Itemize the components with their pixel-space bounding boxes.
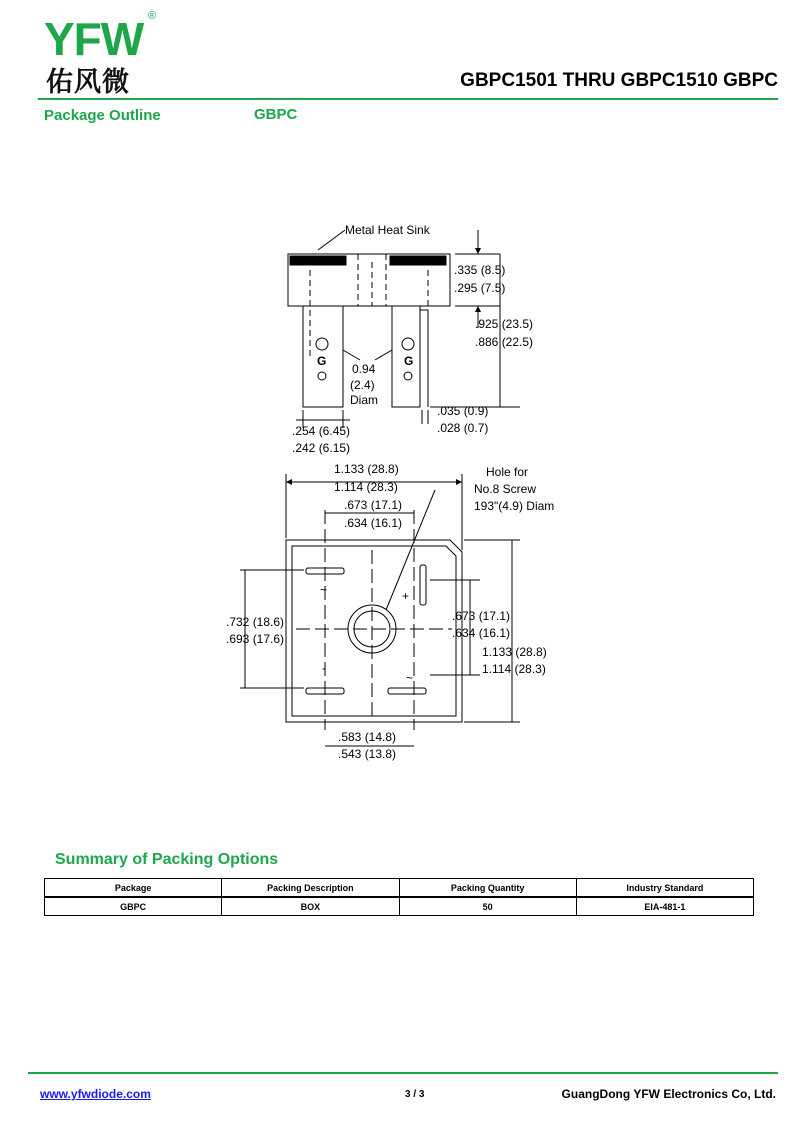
hole-dia-inch: 0.94 (352, 362, 376, 376)
gate-label-left: G (317, 354, 327, 368)
lead-width-max: .254 (6.45) (292, 424, 351, 438)
company-name: GuangDong YFW Electronics Co, Ltd. (561, 1087, 776, 1101)
heat-sink-right (390, 256, 446, 265)
packing-table (44, 878, 754, 916)
cell-industry-standard: EIA-481-1 (576, 897, 753, 916)
website-link[interactable]: www.yfwdiode.com (40, 1087, 151, 1101)
hole-dia-label: Diam (350, 393, 379, 407)
lead-hole-right (402, 338, 414, 350)
lead-width-min: .242 (6.15) (292, 441, 351, 455)
registered-mark: ® (148, 10, 157, 22)
heat-sink-left (290, 256, 346, 265)
page-number: 3 / 3 (405, 1089, 425, 1100)
screw-hole-note-3: 193"(4.9) Diam (474, 499, 555, 513)
right-inner-max: .673 (17.1) (452, 609, 511, 623)
col-packing-description: Packing Description (222, 879, 399, 898)
hole-dia-mm: (2.4) (350, 378, 375, 392)
screw-hole-note-1: Hole for (486, 465, 529, 479)
right-outer-min: 1.114 (28.3) (482, 662, 546, 676)
top-inner-max: .673 (17.1) (344, 498, 403, 512)
symbol-plus: + (402, 589, 410, 603)
symbol-minus: - (322, 661, 326, 675)
lead-thickness-max: .035 (0.9) (437, 404, 489, 418)
heat-sink-leader (318, 230, 345, 250)
lead-thickness-min: .028 (0.7) (437, 421, 489, 435)
dim-height-max: .335 (8.5) (454, 263, 506, 277)
package-name: GBPC (254, 106, 298, 123)
left-dim-min: .693 (17.6) (226, 632, 285, 646)
dim-total-min: .886 (22.5) (475, 335, 534, 349)
cell-packing-description: BOX (222, 897, 399, 916)
pad-plus (420, 565, 426, 605)
document-title: GBPC1501 THRU GBPC1510 GBPC (460, 70, 778, 91)
bottom-dim-min: .543 (13.8) (338, 747, 397, 761)
table-row (45, 897, 754, 916)
logo-chinese: 佑风微 (46, 67, 130, 98)
pad-ac-bottom (388, 688, 426, 694)
screw-hole-note-2: No.8 Screw (474, 482, 537, 496)
heat-sink-label: Metal Heat Sink (345, 223, 430, 237)
left-dim-max: .732 (18.6) (226, 615, 285, 629)
lead-hole-left (316, 338, 328, 350)
gate-label-right: G (404, 354, 414, 368)
col-industry-standard: Industry Standard (576, 879, 753, 898)
right-outer-max: 1.133 (28.8) (482, 645, 547, 659)
footer-divider (28, 1072, 778, 1074)
dim-total-max: .925 (23.5) (475, 317, 534, 331)
table-header-row (45, 879, 754, 898)
top-width-min: 1.114 (28.3) (334, 480, 398, 494)
header-divider (38, 98, 778, 100)
bottom-dim-max: .583 (14.8) (338, 730, 397, 744)
dim-height-min: .295 (7.5) (454, 281, 506, 295)
right-inner-min: .634 (16.1) (452, 626, 511, 640)
cell-packing-quantity: 50 (399, 897, 576, 916)
cell-package: GBPC (45, 897, 222, 916)
packing-summary-heading: Summary of Packing Options (55, 851, 279, 868)
top-inner-min: .634 (16.1) (344, 516, 403, 530)
logo-text: YFW (44, 13, 144, 65)
top-width-max: 1.133 (28.8) (334, 462, 399, 476)
package-outline-drawing (200, 210, 580, 770)
col-packing-quantity: Packing Quantity (399, 879, 576, 898)
package-outline-heading: Package Outline (44, 107, 161, 124)
symbol-ac-bottom: ~ (406, 671, 414, 685)
top-body-outer (286, 540, 462, 722)
symbol-ac-top: ~ (320, 583, 328, 597)
col-package: Package (45, 879, 222, 898)
top-body-inner (292, 546, 456, 716)
